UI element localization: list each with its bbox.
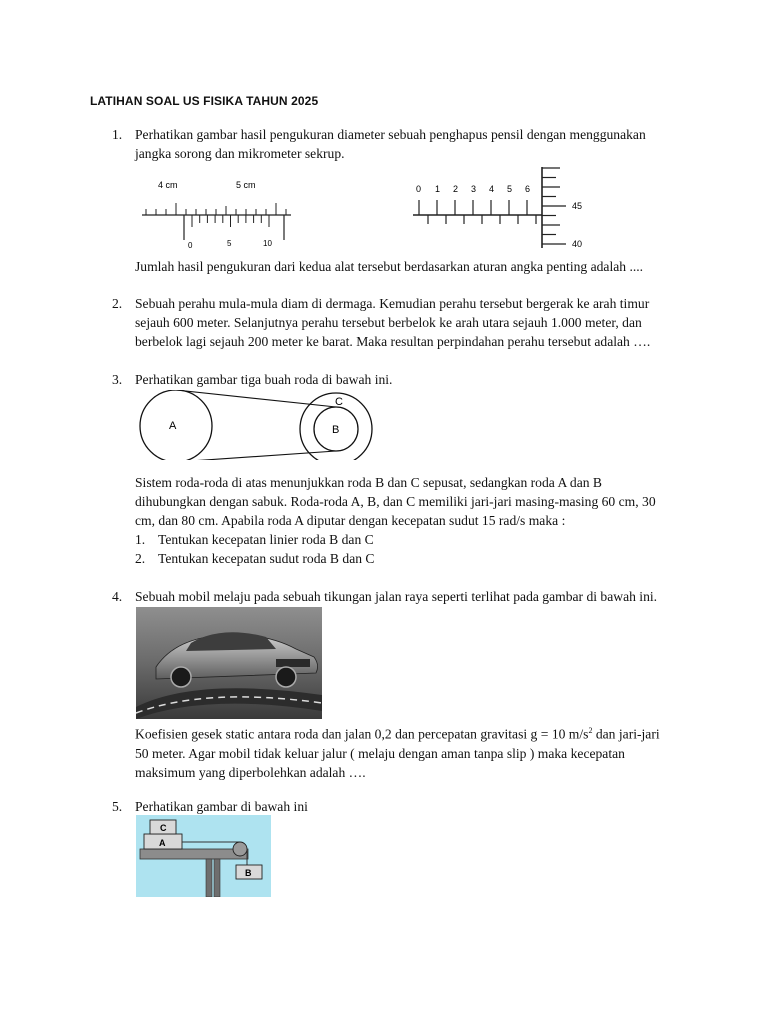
- sleeve-label-5: 5: [507, 184, 513, 194]
- question-text: Sebuah perahu mula-mula diam di dermaga. Kemudian perahu tersebut bergerak ke arah timur sejauh 600 meter. Selanjutnya perahu tersebut berbelok ke arah utara sejauh 1.000 meter, dan berbelok lagi sejauh 200 meter ke barat. Maka resultan perpindahan perahu tersebut adalah ….: [135, 296, 651, 349]
- sleeve-label-0: 0: [416, 184, 422, 194]
- block-a-label: A: [159, 838, 166, 848]
- question-number: 5.: [112, 799, 123, 814]
- sleeve-label-4: 4: [489, 184, 495, 194]
- question-3-followup: [112, 473, 672, 568]
- question-number: 1.: [112, 127, 123, 142]
- caliper-label-5cm: 5 cm: [236, 180, 256, 190]
- list-item: [135, 530, 672, 549]
- list-item-number: 2.: [135, 551, 146, 566]
- vernier-label-10: 10: [263, 239, 272, 248]
- pulley: [233, 842, 247, 856]
- worksheet-title: LATIHAN SOAL US FISIKA TAHUN 2025: [90, 94, 319, 108]
- wheel-c-label: C: [335, 396, 343, 408]
- list-item-text: Tentukan kecepatan sudut roda B dan C: [158, 551, 375, 566]
- wheel-b-label: B: [332, 424, 340, 436]
- wheels-figure: [136, 390, 378, 460]
- question-text: Sebuah mobil melaju pada sebuah tikungan jalan raya seperti terlihat pada gambar di bawah ini.: [135, 589, 658, 604]
- wheel-a-label: A: [169, 420, 177, 432]
- question-1-followup: [112, 257, 672, 276]
- table-top: [140, 849, 248, 859]
- vernier-caliper-figure: [136, 170, 296, 252]
- sleeve-label-6: 6: [525, 184, 531, 194]
- caliper-label-4cm: 4 cm: [158, 180, 178, 190]
- blocks-pulley-figure: [136, 815, 271, 897]
- vernier-label-0: 0: [188, 241, 193, 250]
- question-number: 3.: [112, 372, 123, 387]
- subitem-list: [135, 530, 672, 568]
- question-followup-text: [135, 721, 672, 782]
- question-followup-text: Jumlah hasil pengukuran dari kedua alat tersebut berdasarkan aturan angka penting adalah ....: [135, 259, 644, 274]
- table-leg: [214, 859, 220, 897]
- block-c-label: C: [160, 823, 167, 833]
- block-b-label: B: [245, 868, 252, 878]
- question-number: 4.: [112, 589, 123, 604]
- thimble-label-45: 45: [572, 201, 583, 211]
- question-text: Perhatikan gambar hasil pengukuran diameter sebuah penghapus pensil dengan menggunakan jangka sorong dan mikrometer sekrup.: [135, 127, 646, 161]
- question-followup-text: Sistem roda-roda di atas menunjukkan roda B dan C sepusat, sedangkan roda A dan B dihubungkan dengan sabuk. Roda-roda A, B, dan C memiliki jari-jari masing-masing 60 cm, 30 cm, dan 80 cm. Apabila roda A diputar dengan kecepatan sudut 15 rad/s maka :: [135, 475, 656, 528]
- vernier-label-5: 5: [227, 239, 232, 248]
- question-number: 2.: [112, 296, 123, 311]
- sleeve-label-3: 3: [471, 184, 477, 194]
- question-3: [112, 370, 672, 389]
- list-item-text: Tentukan kecepatan linier roda B dan C: [158, 532, 374, 547]
- followup-text-part: Koefisien gesek static antara roda dan jalan 0,2 dan percepatan gravitasi g = 10 m/s: [135, 726, 589, 742]
- thimble-label-40: 40: [572, 239, 583, 249]
- question-text: Perhatikan gambar di bawah ini: [135, 799, 308, 814]
- question-5: [112, 797, 672, 816]
- superscript: 2: [588, 726, 593, 735]
- list-item: [135, 549, 672, 568]
- car-on-curved-road-photo: [136, 607, 322, 719]
- list-item-number: 1.: [135, 532, 146, 547]
- table-leg: [206, 859, 212, 897]
- sleeve-label-2: 2: [453, 184, 459, 194]
- question-2: [112, 294, 672, 351]
- sleeve-label-1: 1: [435, 184, 441, 194]
- question-4-followup: [112, 721, 672, 782]
- question-text: Perhatikan gambar tiga buah roda di bawah ini.: [135, 372, 393, 387]
- question-4: [112, 587, 672, 606]
- followup-text-part: dan jari-jari 50 meter. Agar mobil tidak keluar jalur ( melaju dengan aman tanpa slip ) maka kecepatan maksimum yang diperbolehkan adalah ….: [135, 726, 660, 780]
- micrometer-figure: [408, 162, 596, 254]
- question-1: [112, 125, 672, 163]
